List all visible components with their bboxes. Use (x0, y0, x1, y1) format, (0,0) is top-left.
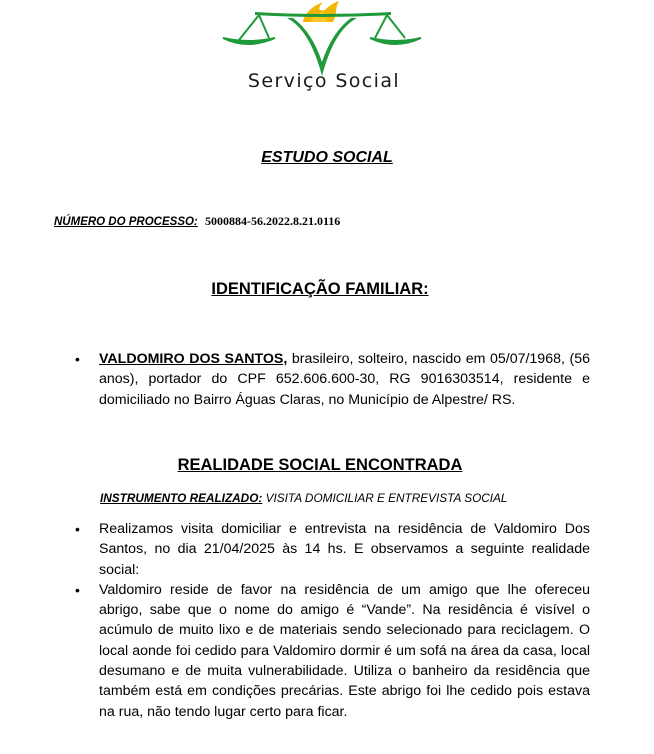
identification-item (75, 349, 590, 410)
process-number (54, 214, 340, 229)
person-details: brasileiro, solteiro, nascido em 05/07/1968, (56 anos), portador do CPF 652.606.600-30, RG 9016303514, residente e domiciliado no Bairro Águas Claras, no Município de Alpestre/ RS. (99, 351, 590, 408)
process-number-value: 5000884-56.2022.8.21.0116 (204, 214, 341, 228)
social-reality-heading: REALIDADE SOCIAL ENCONTRADA (177, 456, 463, 474)
instrument-value: VISITA DOMICILIAR E ENTREVISTA SOCIAL (262, 491, 508, 505)
identification-heading: IDENTIFICAÇÃO FAMILIAR: (211, 280, 429, 298)
logo-text: Serviço Social (247, 70, 401, 92)
social-reality-item: • Valdomiro reside de favor na residência de um amigo que lhe ofereceu abrigo, sabe que o nome do amigo é “Vande”. Na residência é visível o acúmulo de muito lixo e de materiais sendo selecionado para reciclagem. O local aonde foi cedido para Valdomiro dormir é um sofá na área da casa, local desumano e de muita vulnerabilidade. Utiliza o banheiro da residência que também está em condições precárias. Este abrigo foi lhe cedido pois estava na rua, não tendo lugar certo para ficar. (75, 580, 590, 722)
instrument-label: INSTRUMENTO REALIZADO: (100, 491, 263, 505)
social-reality-item: • Realizamos visita domiciliar e entrevista na residência de Valdomiro Dos Santos, no dia 21/04/2025 às 14 hs. E observamos a seguinte realidade social: (75, 519, 590, 580)
scales-of-justice-with-flame-icon (215, 0, 430, 80)
identification-list (75, 349, 590, 410)
document-title: ESTUDO SOCIAL (261, 149, 393, 166)
process-number-label: NÚMERO DO PROCESSO: (54, 216, 198, 228)
person-name: VALDOMIRO DOS SANTOS, (99, 351, 288, 367)
social-reality-list (75, 519, 590, 722)
service-social-logo (215, 0, 430, 96)
instrument-line (100, 491, 507, 505)
